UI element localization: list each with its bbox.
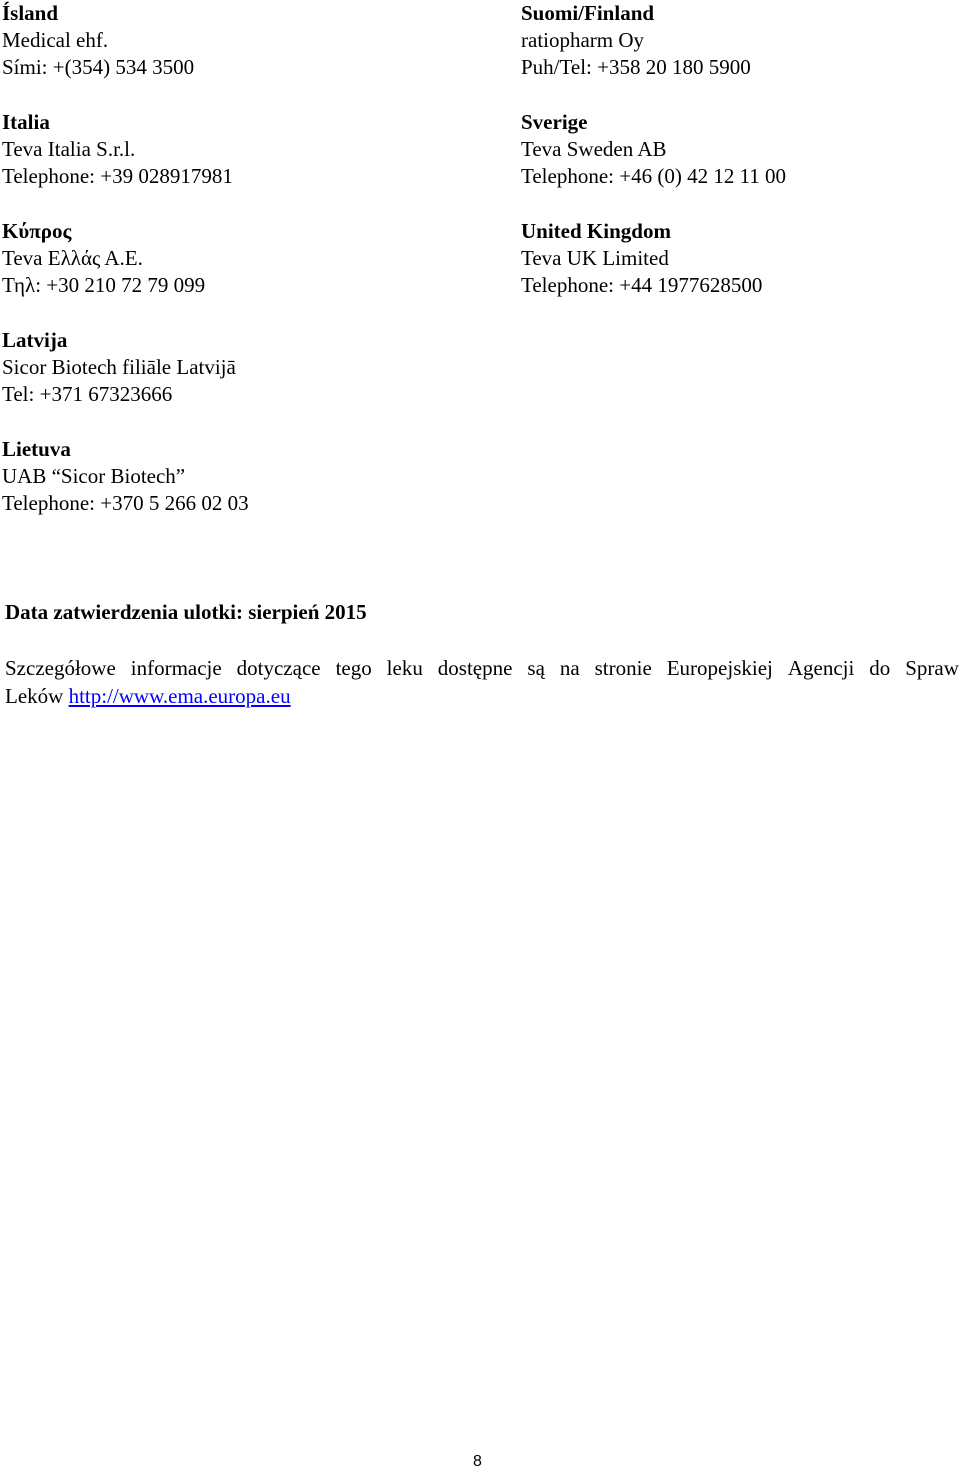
country-name: Suomi/Finland xyxy=(521,1,655,25)
info-word: Spraw xyxy=(905,656,959,680)
company-name: ratiopharm Oy xyxy=(521,28,645,53)
company-name: Teva Ελλάς Α.Ε. xyxy=(2,246,143,271)
company-name: Teva Sweden AB xyxy=(521,137,667,162)
info-word: dostępne xyxy=(437,656,513,680)
phone-number: Telephone: +46 (0) 42 12 11 00 xyxy=(521,164,787,189)
company-name: Sicor Biotech filiāle Latvijā xyxy=(2,355,236,380)
phone-number: Tel: +371 67323666 xyxy=(2,382,173,407)
info-word: Agencji xyxy=(787,656,855,680)
info-word: leku xyxy=(386,656,423,680)
country-name: Latvija xyxy=(2,328,68,352)
info-word: są xyxy=(527,656,545,680)
info-word: dotyczące xyxy=(236,656,321,680)
phone-number: Puh/Tel: +358 20 180 5900 xyxy=(521,55,751,80)
country-name: Italia xyxy=(2,110,50,134)
contact-island xyxy=(2,0,194,82)
country-name: United Kingdom xyxy=(521,219,671,243)
info-word: na xyxy=(559,656,580,680)
phone-number: Telephone: +370 5 266 02 03 xyxy=(2,491,249,516)
phone-number: Telephone: +39 028917981 xyxy=(2,164,233,189)
approval-date: Data zatwierdzenia ulotki: sierpień 2015 xyxy=(5,600,367,624)
info-word: stronie xyxy=(594,656,652,680)
country-name: Sverige xyxy=(521,110,588,134)
info-paragraph xyxy=(5,654,959,710)
company-name: Teva Italia S.r.l. xyxy=(2,137,136,162)
country-name: Lietuva xyxy=(2,437,71,461)
contact-finland xyxy=(521,0,751,82)
company-name: Teva UK Limited xyxy=(521,246,669,271)
company-name: UAB “Sicor Biotech” xyxy=(2,464,186,489)
contact-united-kingdom xyxy=(521,218,762,300)
country-name: Ísland xyxy=(2,1,59,25)
info-word: Europejskiej xyxy=(666,656,773,680)
phone-number: Telephone: +44 1977628500 xyxy=(521,273,763,298)
phone-number: Sími: +(354) 534 3500 xyxy=(2,55,195,80)
company-name: Medical ehf. xyxy=(2,28,109,53)
info-word: do xyxy=(869,656,891,680)
page-number: 8 xyxy=(473,1453,482,1470)
contact-lietuva xyxy=(2,436,249,518)
phone-number: Τηλ: +30 210 72 79 099 xyxy=(2,273,206,298)
country-name: Κύπρος xyxy=(2,219,72,243)
info-line-1 xyxy=(5,654,959,682)
ema-link[interactable]: http://www.ema.europa.eu xyxy=(68,684,291,708)
contact-latvija xyxy=(2,327,236,409)
contact-italia xyxy=(2,109,233,191)
info-prefix: Leków xyxy=(5,684,64,708)
info-word: tego xyxy=(335,656,372,680)
info-word: Szczegółowe xyxy=(5,656,116,680)
info-word: informacje xyxy=(130,656,222,680)
contact-kypros xyxy=(2,218,205,300)
contact-sverige xyxy=(521,109,786,191)
info-line-2 xyxy=(5,682,959,710)
